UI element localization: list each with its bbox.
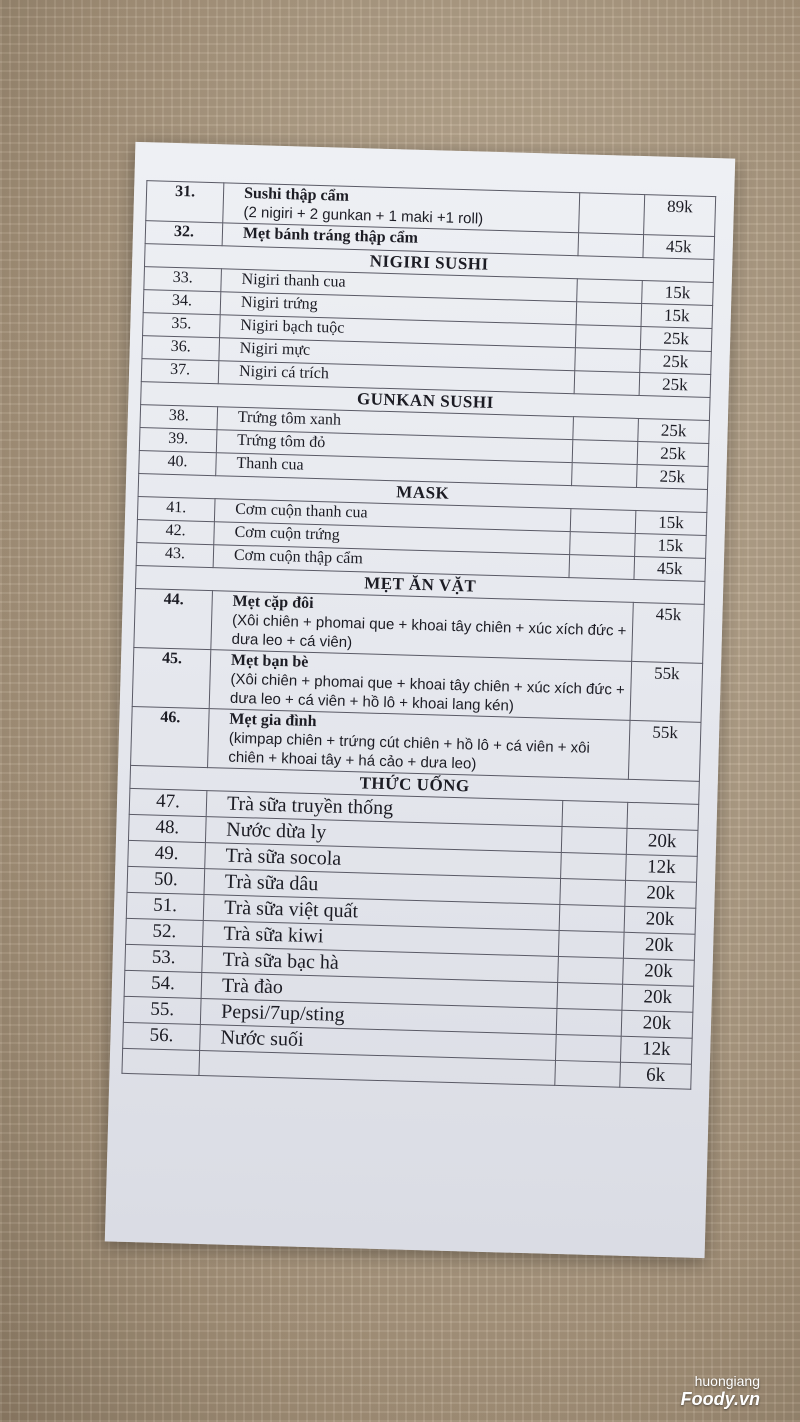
blank-cell [557,982,623,1010]
blank-cell [570,532,636,557]
item-price: 20k [626,828,698,856]
item-price: 20k [623,932,695,960]
item-name: Trà sữa dâu [204,869,561,905]
item-name: Mẹt bạn bè [230,651,309,671]
blank-cell [558,930,624,958]
item-price: 25k [637,464,709,489]
item-price: 25k [640,327,712,352]
item-price: 45k [632,602,705,663]
item-price: 6k [620,1062,692,1089]
blank-cell [560,878,626,906]
item-name: Cơm cuộn thanh cua [214,499,571,532]
item-number: 43. [136,543,214,568]
item-name: Trà sữa bạc hà [202,947,559,983]
item-name: Thanh cua [216,453,573,486]
item-price: 45k [634,556,706,581]
item-name: Nước suối [200,1024,557,1060]
blank-cell [575,325,641,350]
item-name: Nigiri cá trích [218,361,575,394]
item-number: 38. [140,405,218,430]
item-number [122,1048,200,1075]
item-number: 51. [126,892,204,920]
blank-cell [562,801,628,829]
blank-cell [556,1008,622,1036]
item-number: 44. [134,589,213,650]
blank-cell [575,348,641,373]
blank-cell [558,956,624,984]
item-number: 36. [142,336,220,361]
item-name: Mẹt cặp đôi [232,592,314,612]
section-title: GUNKAN SUSHI [141,382,710,421]
item-number: 39. [139,428,217,453]
item-name: Mẹt gia đình [229,710,317,731]
item-number: 37. [141,359,219,384]
item-price: 20k [622,984,694,1012]
item-name: Cơm cuộn thập cẩm [213,545,570,578]
blank-cell [569,555,635,580]
blank-cell [576,302,642,327]
item-price: 55k [628,720,701,781]
section-title: THỨC UỐNG [130,765,699,804]
item-name: Nigiri mực [219,338,576,371]
item-number: 35. [143,313,221,338]
item-number: 31. [146,181,224,223]
blank-cell [555,1034,621,1062]
section-title: MASK [138,474,707,513]
item-description: (kimpap chiên + trứng cút chiên + hồ lô + cá viên + xôi chiên + khoai tây + há cảo + dưa leo) [228,729,591,773]
item-name: Cơm cuộn trứng [214,522,571,555]
item-name: Nigiri thanh cua [221,269,578,302]
item-number: 50. [127,866,205,894]
item-price: 15k [642,281,714,306]
item-name: Mẹt bánh tráng thập cẩm [222,223,579,256]
item-number: 40. [139,451,217,476]
item-name: Trứng tôm đỏ [216,430,573,463]
item-name: Nước dừa ly [205,817,562,853]
item-name: Trà sữa kiwi [203,921,560,957]
item-name: Sushi thập cẩm [243,184,350,205]
blank-cell [578,233,644,258]
item-price: 20k [624,906,696,934]
item-name: Trà sữa socola [205,843,562,879]
watermark-user: huongiang [694,1373,760,1389]
blank-cell [573,417,639,442]
item-number: 55. [123,996,201,1024]
blank-cell [577,279,643,304]
item-description: (Xôi chiên + phomai que + khoai tây chiên + xúc xích đức + dưa leo + cá viên) [231,611,627,652]
item-number: 46. [131,706,210,767]
item-name: Trứng tôm xanh [217,407,574,440]
item-number: 42. [137,520,215,545]
blank-cell [579,193,645,235]
item-price: 15k [635,533,707,558]
item-price: 20k [623,958,695,986]
item-number: 49. [128,840,206,868]
item-price: 25k [640,350,712,375]
section-title: NIGIRI SUSHI [144,244,713,283]
item-number: 34. [143,290,221,315]
item-price: 15k [635,510,707,535]
blank-cell [561,853,627,881]
item-name: Trà sữa việt quất [203,895,560,931]
item-number: 56. [123,1022,201,1050]
item-price: 12k [626,854,698,882]
watermark [681,1374,760,1408]
item-price: 12k [620,1036,692,1064]
item-name: Trà đào [201,973,558,1009]
blank-cell [572,440,638,465]
item-number: 54. [124,970,202,998]
item-number: 41. [137,497,215,522]
item-description: (2 nigiri + 2 gunkan + 1 maki +1 roll) [243,203,484,228]
item-number: 45. [132,647,211,708]
item-price [627,802,699,830]
item-price: 25k [637,441,709,466]
blank-cell [555,1060,621,1087]
blank-cell [572,463,638,488]
blank-cell [570,509,636,534]
item-price: 25k [638,418,710,443]
item-number: 47. [129,788,207,816]
item-number: 32. [145,221,223,246]
watermark-brand: Foody.vn [680,1389,760,1409]
item-price: 15k [641,304,713,329]
item-number: 53. [125,944,203,972]
menu-table [121,180,716,1090]
item-price: 20k [625,880,697,908]
item-price: 20k [621,1010,693,1038]
item-name: Pepsi/7up/sting [200,999,557,1035]
item-description: (Xôi chiên + phomai que + khoai tây chiên + xúc xích đức + dưa leo + cá viên + hồ lô + khoai lang kén) [229,670,626,715]
item-number: 33. [144,267,222,292]
item-name: Trà sữa truyền thống [206,791,563,827]
blank-cell [559,904,625,932]
item-price: 89k [644,195,716,237]
item-price: 45k [643,235,715,260]
section-title: MẸT ĂN VẶT [136,566,705,605]
item-price: 55k [630,661,703,722]
item-name: Nigiri bạch tuộc [220,315,577,348]
item-price: 25k [639,373,711,398]
menu-paper [105,142,735,1258]
blank-cell [574,371,640,396]
item-number: 48. [128,814,206,842]
item-number: 52. [126,918,204,946]
blank-cell [561,827,627,855]
item-name: Nigiri trứng [220,292,577,325]
